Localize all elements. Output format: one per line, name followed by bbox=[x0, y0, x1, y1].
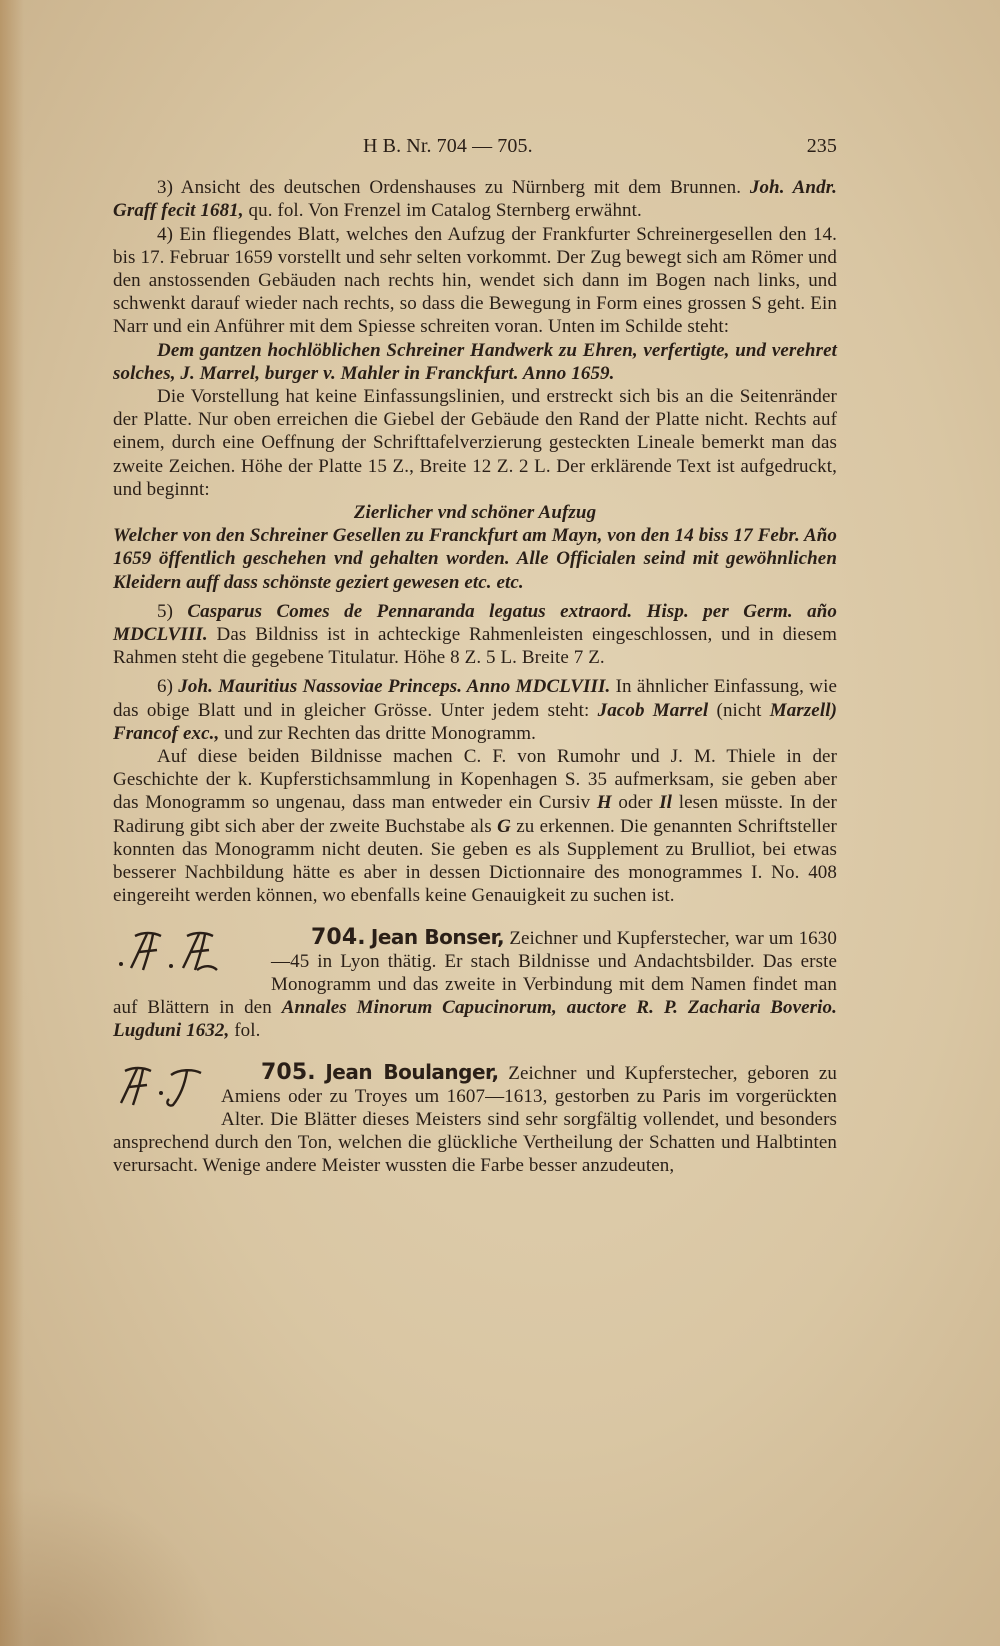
paragraph-5: 5) Casparus Comes de Pennaranda legatus extraord. Hisp. per Germ. año MDCLVIII. Das Bildniss ist in achteckige Rahmenleisten eingeschlossen, und in diesem Rahmen steht die gegebene Titulatur. Höhe 8 Z. 5 L. Breite 7 Z. bbox=[113, 600, 837, 669]
entry-number: 704. bbox=[311, 924, 366, 950]
monogram-2-icon bbox=[113, 1063, 213, 1109]
running-header bbox=[113, 135, 837, 158]
paragraph-3: 3) Ansicht des deutschen Ordenshauses zu Nürnberg mit dem Brunnen. Joh. Andr. Graff fecit 1681, qu. fol. Von Frenzel im Catalog Sternberg erwähnt. bbox=[113, 177, 837, 222]
monogram-1-icon bbox=[113, 928, 263, 974]
entry-704-text: 704. Jean Bonser, Zeichner und Kupferstecher, war um 1630—45 in Lyon thätig. Er stach Bildnisse und Andachtsbilder. Das erste Monogramm und das zweite in Verbindung mit dem Namen findet man auf Blättern in den Annales Minorum Capucinorum, auctore R. P. Zacharia Boverio. Lugduni 1632, fol. bbox=[113, 924, 838, 1042]
monogram-illustration bbox=[113, 1063, 213, 1109]
paragraph-4: 4) Ein fliegendes Blatt, welches den Aufzug der Frankfurter Schreinergesellen den 14. bis 17. Februar 1659 vorstellt und sehr selten vorkommt. Der Zug bewegt sich am Römer und den anstossenden Gebäuden nach rechts hin, wendet sich dann im Bogen nach links, und schwenkt darauf wieder nach rechts, so dass die Bewegung in Form eines grossen S geht. Ein Narr und ein Anführer mit dem Spiesse schreiten voran. Unten im Schilde steht: bbox=[113, 223, 837, 338]
artist-name: Jean Boulanger, bbox=[325, 1059, 499, 1084]
entry-705 bbox=[113, 1061, 837, 1178]
entry-704 bbox=[113, 926, 837, 1043]
running-title: H B. Nr. 704 — 705. bbox=[363, 135, 533, 157]
entry-number: 705. bbox=[261, 1059, 316, 1085]
entry-705-text: 705. Jean Boulanger, Zeichner und Kupferstecher, geboren zu Amiens oder zu Troyes um 1607—1613, gestorben zu Paris im vorgerückten Alter. Die Blätter dieses Meisters sind sehr sorgfältig vollendet, und besonders ansprechend durch den Ton, welchen die glückliche Vertheilung der Schatten und Halbtinten verursacht. Wenige andere Meister wussten die Farbe besser anzudeuten, bbox=[113, 1059, 837, 1177]
inscription-2: Welcher von den Schreiner Gesellen zu Franckfurt am Mayn, von den 14 biss 17 Febr. Año 1659 öffentlich geschehen vnd gehalten worden. Alle Officialen seind mit gewöhnlichen Kleidern auff dass schönste geziert gewesen etc. etc. bbox=[113, 525, 837, 593]
paragraph-6: 6) Joh. Mauritius Nassoviae Princeps. Anno MDCLVIII. In ähnlicher Einfassung, wie das obige Blatt und in gleicher Grösse. Unter jedem steht: Jacob Marrel (nicht Marzell) Francof exc., und zur Rechten das dritte Monogramm. bbox=[113, 676, 838, 744]
page-text bbox=[113, 135, 837, 1178]
page-edge-shadow bbox=[0, 0, 24, 1646]
paper-stain bbox=[0, 1486, 220, 1646]
paragraph-4b: Die Vorstellung hat keine Einfassungslinien, und erstreckt sich bis an die Seitenränder der Platte. Nur oben erreichen die Giebel der Gebäude den Rand der Platte nicht. Rechts auf einem, durch eine Oeffnung der Schrifttafelverzierung gesteckten Lineale bemerkt man das zweite Zeichen. Höhe der Platte 15 Z., Breite 12 Z. 2 L. Der erklärende Text ist aufgedruckt, und beginnt: bbox=[113, 386, 837, 500]
paragraph-7: Auf diese beiden Bildnisse machen C. F. von Rumohr und J. M. Thiele in der Geschichte der k. Kupferstichsammlung in Kopenhagen S. 35 aufmerksam, sie geben aber das Monogramm so ungenau, dass man entweder ein Cursiv H oder Il lesen müsste. In der Radirung gibt sich aber der zweite Buchstabe als G zu erkennen. Die genannten Schriftsteller konnten das Monogramm nicht deuten. Sie geben es als Supplement zu Brulliot, bei etwas besserer Nachbildung hätte es aber in dessen Dictionnaire des monogrammes I. No. 408 eingereiht werden können, wo ebenfalls keine Genauigkeit zu suchen ist. bbox=[113, 746, 837, 907]
monogram-illustration bbox=[113, 928, 263, 974]
inscription-1: Dem gantzen hochlöblichen Schreiner Handwerk zu Ehren, verfertigte, und verehret solches, J. Marrel, burger v. Mahler in Franckfurt. Anno 1659. bbox=[113, 339, 837, 384]
inscription-2-title: Zierlicher vnd schöner Aufzug bbox=[353, 502, 597, 524]
page-number: 235 bbox=[806, 135, 837, 157]
artist-name: Jean Bonser, bbox=[370, 924, 505, 949]
